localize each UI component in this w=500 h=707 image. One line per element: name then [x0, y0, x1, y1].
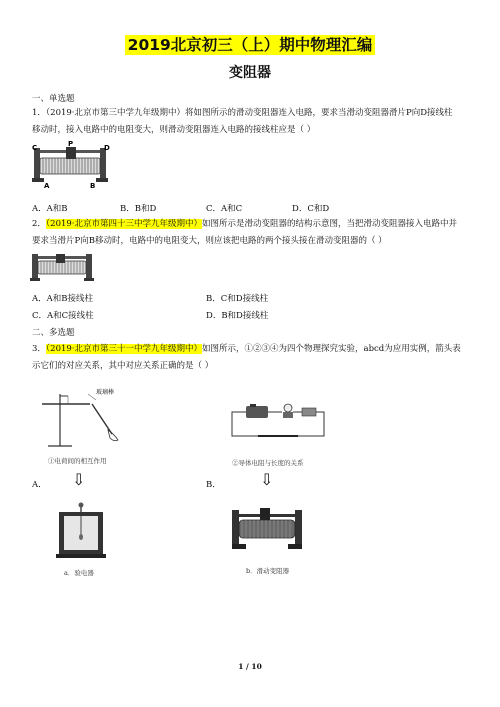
- label-p: P: [68, 140, 74, 148]
- question-3-line-1: 3．（2019·北京市第三十一中学九年级期中）如图所示，①②③④为四个物理探究实验，abcd为应用实例，箭头表: [32, 344, 461, 354]
- q1-option-c[interactable]: C．A和C: [206, 204, 243, 214]
- question-3-line-2: 示它们的对应关系，其中对应关系正确的是（ ）: [32, 361, 214, 371]
- section-heading-multi-choice: 二、多选题: [32, 328, 75, 338]
- page-number: 1 / 10: [238, 662, 262, 671]
- q3-option-a[interactable]: A．: [32, 480, 47, 490]
- question-2-line-1: 2．（2019·北京市第四十三中学九年级期中）如图所示是滑动变阻器的结构示意图，当把滑动变阻器接入电路中并: [32, 219, 458, 229]
- glass-rod-label: 玻璃棒: [96, 389, 115, 396]
- caption-b: b．滑动变阻器: [246, 567, 290, 575]
- rheostat-figure-q2: [30, 252, 94, 282]
- label-c: C: [32, 144, 38, 152]
- q1-option-b[interactable]: B．B和D: [120, 204, 157, 214]
- electroscope-figure: [56, 502, 106, 560]
- sliding-rheostat-figure: [232, 504, 302, 552]
- page-subtitle: 变阻器: [229, 65, 271, 81]
- arrow-down-icon: ⇩: [72, 470, 86, 489]
- experiment-2-caption: ②导体电阻与长度的关系: [232, 459, 304, 467]
- question-2-line-2: 要求当滑片P向B移动时，电路中的电阻变大，则应该把电路的两个接头接在滑动变阻器的（ ）: [32, 236, 387, 246]
- q2-option-d[interactable]: D．B和D接线柱: [206, 311, 269, 321]
- section-heading-single-choice: 一、单选题: [32, 94, 75, 104]
- rheostat-figure-q1: [30, 140, 112, 188]
- caption-a: a．验电器: [64, 569, 94, 577]
- q2-option-c[interactable]: C．A和C接线柱: [32, 311, 94, 321]
- question-1-line-1: 1．（2019·北京市第三中学九年级期中）将如图所示的滑动变阻器连入电路，要求当滑动变阻器滑片P向D接线柱: [32, 108, 453, 118]
- question-1-line-2: 移动时，接入电路中的电阻变大，则滑动变阻器连入电路的接线柱应是（ ）: [32, 125, 316, 135]
- question-2-source: （2019·北京市第四十三中学九年级期中）: [45, 219, 203, 229]
- arrow-down-icon: ⇩: [260, 470, 274, 489]
- experiment-1-figure: [38, 386, 128, 450]
- q2-option-a[interactable]: A．A和B接线柱: [32, 294, 94, 304]
- experiment-1-caption: ①电荷间的相互作用: [48, 457, 107, 465]
- q1-option-a[interactable]: A．A和B: [32, 204, 68, 214]
- question-3-source: （2019·北京市第三十一中学九年级期中）: [45, 344, 203, 354]
- label-b: B: [90, 182, 96, 190]
- q2-option-b[interactable]: B．C和D接线柱: [206, 294, 269, 304]
- experiment-2-figure: [228, 396, 328, 444]
- label-a: A: [44, 182, 50, 190]
- label-d: D: [104, 144, 110, 152]
- page-title: 2019北京初三（上）期中物理汇编: [0, 33, 500, 55]
- q1-option-d[interactable]: D．C和D: [292, 204, 330, 214]
- q3-option-b[interactable]: B．: [206, 480, 221, 490]
